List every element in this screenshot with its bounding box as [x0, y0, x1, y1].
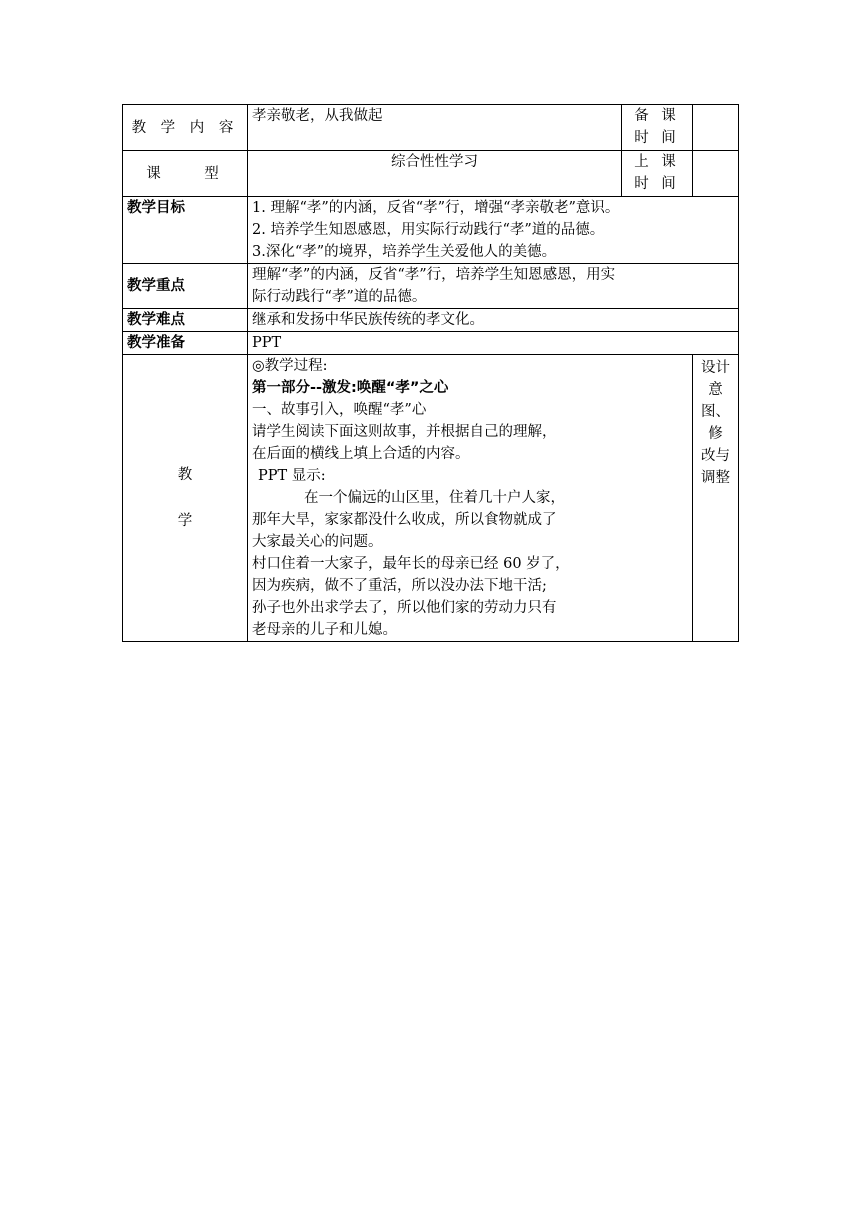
type-value: 综合性性学习 [248, 151, 622, 197]
difficulties-label: 教学难点 [123, 309, 248, 332]
process-label: 教 学 [123, 355, 248, 642]
process-heading: ◎教学过程: [252, 358, 328, 374]
design-notes: 设计意图、修 改与调整 [693, 355, 739, 642]
difficulties-row [123, 309, 739, 332]
preparation-label: 教学准备 [123, 332, 248, 355]
key-points-label: 教学重点 [123, 264, 248, 309]
content-value: 孝亲敬老，从我做起 [248, 105, 622, 151]
type-row [123, 151, 739, 197]
preparation-row [123, 332, 739, 355]
process-content: ◎教学过程: 第一部分--激发:唤醒“孝”之心 一、故事引入，唤醒“孝”心 请学生阅读下面这则故事，并根据自己的理解， 在后面的横线上填上合适的内容。 PPT 显示: 在一个偏远的山区里，住着几十户人家， 那年大旱，家家都没什么收成，所以食物就成了 大家最关心的问题。 村口住着一大家子，最年长的母亲已经 60 岁了， 因为疾病，做不了重活，所以没办法下地干活; 孙子也外出求学去了，所以他们家的劳动力只有 老母亲的儿子和儿媳。 [248, 355, 693, 642]
content-row [123, 105, 739, 151]
objectives-row [123, 197, 739, 264]
part-title: 第一部分--激发:唤醒“孝”之心 [252, 380, 449, 396]
class-time-label: 上 课 时 间 [622, 151, 693, 197]
section-title: 一、故事引入，唤醒“孝”心 [252, 402, 427, 418]
objectives-label: 教学目标 [123, 197, 248, 264]
preparation-value: PPT [248, 332, 739, 355]
class-time-value [693, 151, 739, 197]
content-label: 教 学 内 容 [123, 105, 248, 151]
lesson-plan-table [122, 104, 739, 642]
difficulties-value: 继承和发扬中华民族传统的孝文化。 [248, 309, 739, 332]
ppt-label: PPT 显示: [258, 468, 326, 484]
prep-time-label: 备 课 时 间 [622, 105, 693, 151]
process-row [123, 355, 739, 642]
type-label: 课 型 [123, 151, 248, 197]
prep-time-value [693, 105, 739, 151]
key-points-value: 理解“孝”的内涵，反省“孝”行，培养学生知恩感恩，用实 际行动践行“孝”道的品德。 [248, 264, 739, 309]
objectives-value: 1. 理解“孝”的内涵，反省“孝”行，增强“孝亲敬老”意识。 2. 培养学生知恩感恩，用实际行动践行“孝”道的品德。 3.深化“孝”的境界，培养学生关爱他人的美德。 [248, 197, 739, 264]
key-points-row [123, 264, 739, 309]
